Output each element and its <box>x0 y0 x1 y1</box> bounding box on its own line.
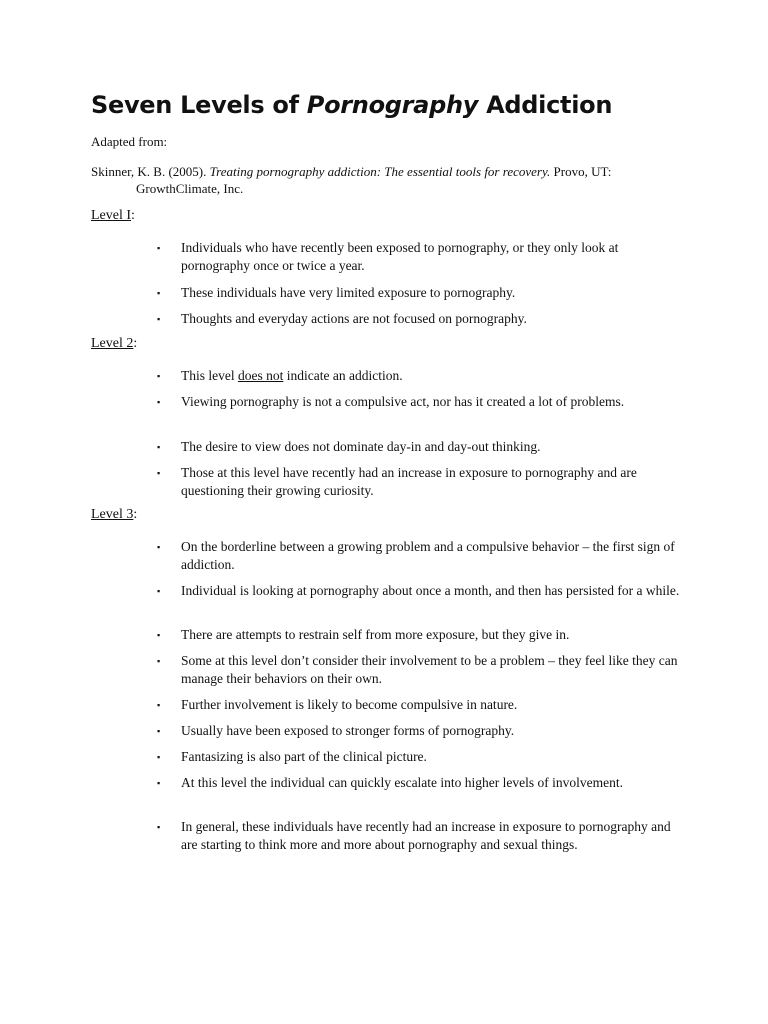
bullet-icon: ▪ <box>157 822 161 832</box>
list-item-text: The desire to view does not dominate day-in and day-out thinking. <box>181 439 541 454</box>
bullet-icon: ▪ <box>157 630 161 640</box>
list-item-text: Those at this level have recently had an increase in exposure to pornography and are questioning their growing curiosity. <box>181 465 637 498</box>
emphasis-does-not: does not <box>238 368 284 383</box>
bullet-icon: ▪ <box>157 442 161 452</box>
bullet-icon: ▪ <box>157 397 161 407</box>
list-item-text: Thoughts and everyday actions are not focused on pornography. <box>181 311 527 326</box>
level-1-heading-colon: : <box>131 208 135 223</box>
citation-place: Provo, UT: <box>550 164 612 179</box>
level-3-heading-text: Level 3 <box>91 507 134 522</box>
bullet-icon: ▪ <box>157 371 161 381</box>
title-part-1: Seven Levels of <box>91 91 307 119</box>
bullet-icon: ▪ <box>157 542 161 552</box>
list-item-text-end: indicate an addiction. <box>283 368 403 383</box>
list-item-text: Usually have been exposed to stronger forms of pornography. <box>181 723 515 738</box>
bullet-icon: ▪ <box>157 314 161 324</box>
list-item-text: At this level the individual can quickly escalate into higher levels of involvement. <box>181 775 624 790</box>
list-item-text: There are attempts to restrain self from more exposure, but they give in. <box>181 627 570 642</box>
list-item-text: Further involvement is likely to become compulsive in nature. <box>181 697 518 712</box>
citation-authors: Skinner, K. B. (2005). <box>91 164 210 179</box>
list-item-text: Individual is looking at pornography about once a month, and then has persisted for a while. <box>181 583 680 598</box>
bullet-icon: ▪ <box>157 700 161 710</box>
document-title <box>91 91 612 119</box>
level-1-heading <box>91 208 135 224</box>
title-part-2: Pornography <box>306 91 479 119</box>
list-item-text-start: This level <box>181 368 238 383</box>
level-2-heading-colon: : <box>133 336 138 351</box>
level-3-heading-colon: : <box>133 507 138 522</box>
title-part-3: Addiction <box>478 91 613 119</box>
level-2-heading <box>91 336 137 352</box>
list-item-text: Individuals who have recently been exposed to pornography, or they only look at pornography once or twice a year. <box>181 240 619 273</box>
citation-book-title: Treating pornography addiction: The essential tools for recovery. <box>209 164 551 179</box>
citation <box>91 163 651 197</box>
bullet-icon: ▪ <box>157 752 161 762</box>
bullet-icon: ▪ <box>157 656 161 666</box>
list-item-text: Viewing pornography is not a compulsive act, nor has it created a lot of problems. <box>181 394 625 409</box>
list-item-text: In general, these individuals have recently had an increase in exposure to pornography and are starting to think more and more about pornography and sexual things. <box>181 819 671 852</box>
bullet-icon: ▪ <box>157 288 161 298</box>
citation-line-1 <box>91 163 651 180</box>
bullet-icon: ▪ <box>157 243 161 253</box>
bullet-icon: ▪ <box>157 726 161 736</box>
list-item-text <box>181 367 681 385</box>
list-item-text: These individuals have very limited exposure to pornography. <box>181 285 516 300</box>
list-item-text: Some at this level don’t consider their involvement to be a problem – they feel like they can manage their behaviors on their own. <box>181 653 678 686</box>
bullet-icon: ▪ <box>157 586 161 596</box>
level-1-heading-text: Level I <box>91 208 132 223</box>
citation-publisher: GrowthClimate, Inc. <box>136 181 244 196</box>
list-item-text: Fantasizing is also part of the clinical picture. <box>181 749 427 764</box>
level-2-heading-text: Level 2 <box>91 336 134 351</box>
bullet-icon: ▪ <box>157 468 161 478</box>
bullet-icon: ▪ <box>157 778 161 788</box>
adapted-from-label: Adapted from: <box>91 134 168 149</box>
level-3-heading <box>91 507 137 523</box>
list-item-text: On the borderline between a growing problem and a compulsive behavior – the first sign of addiction. <box>181 539 675 572</box>
